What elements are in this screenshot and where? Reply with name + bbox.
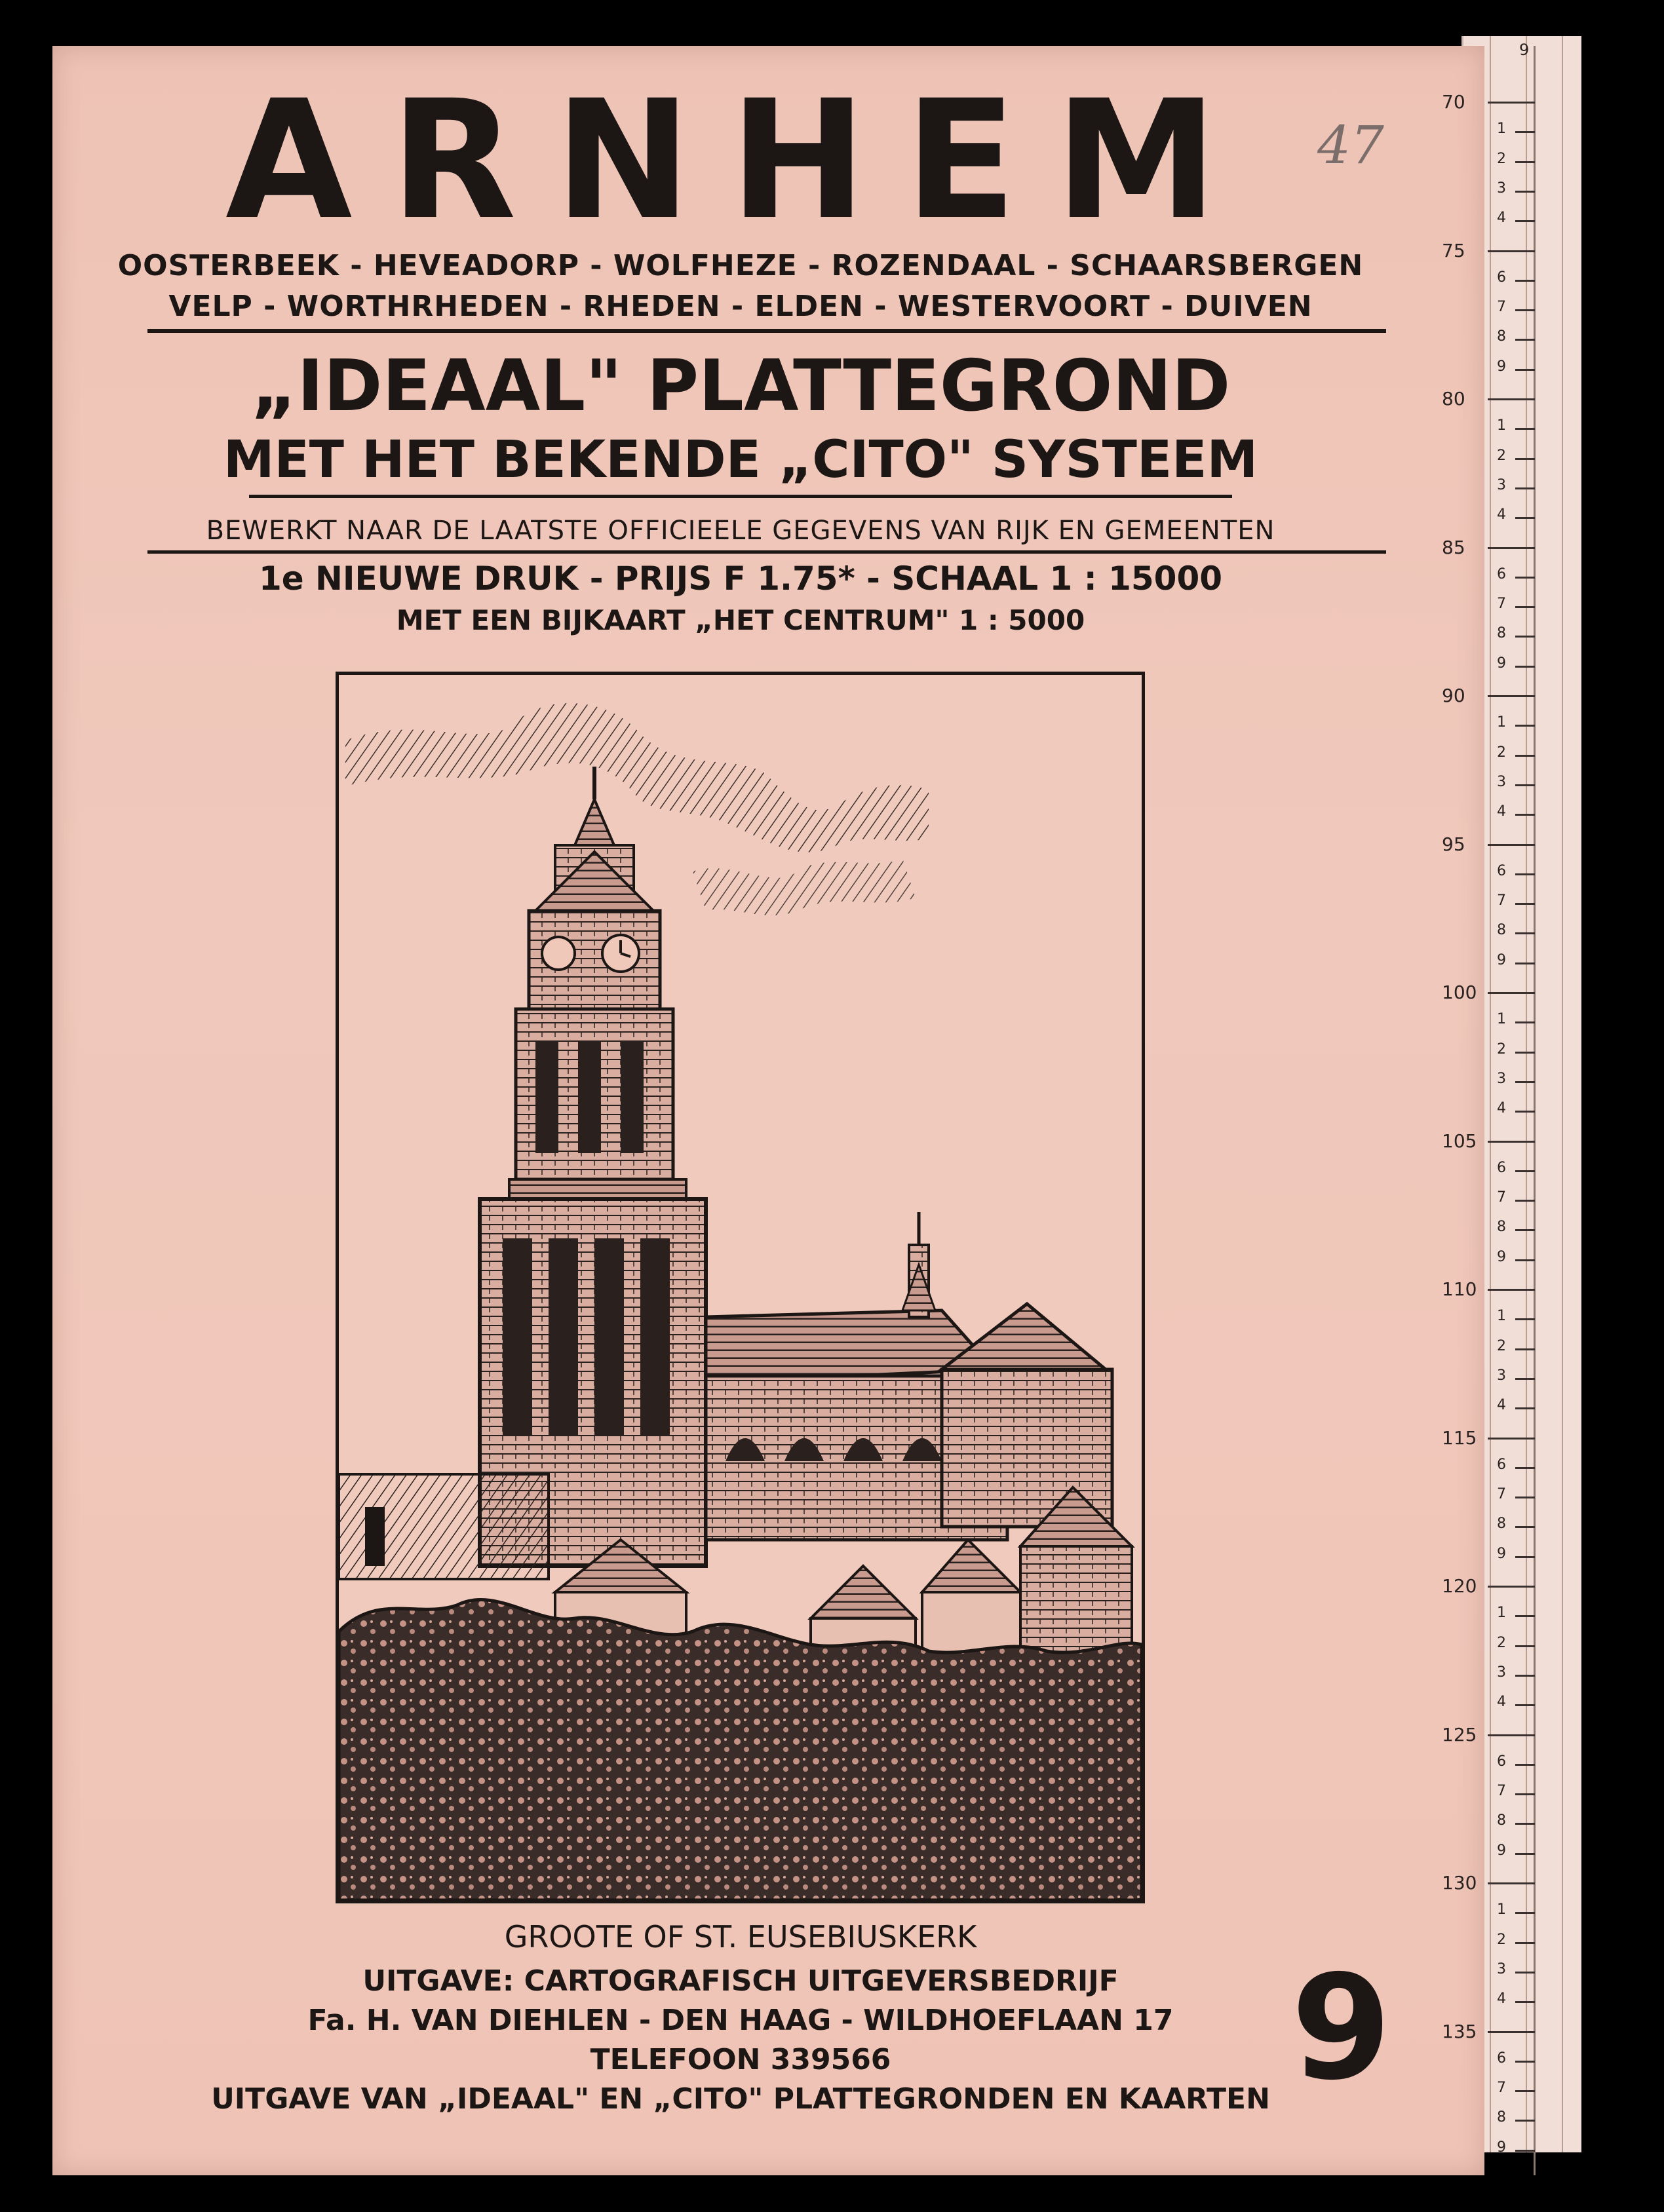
ruler-label: 1 bbox=[1497, 714, 1506, 731]
ruler-tick bbox=[1515, 725, 1535, 727]
ruler-label: 2 bbox=[1497, 1337, 1506, 1354]
ruler-label: 6 bbox=[1497, 2050, 1506, 2067]
ruler-tick bbox=[1515, 2001, 1535, 2003]
ruler-label: 6 bbox=[1497, 269, 1506, 286]
divider-rule-1 bbox=[147, 329, 1386, 333]
ruler-label: 4 bbox=[1497, 1397, 1506, 1414]
ruler-tick bbox=[1515, 1912, 1535, 1914]
ruler-tick bbox=[1515, 755, 1535, 757]
ruler-tick bbox=[1488, 250, 1535, 252]
illustration-caption: GROOTE OF ST. EUSEBIUSKERK bbox=[504, 1919, 977, 1955]
ruler-tick bbox=[1515, 1318, 1535, 1320]
ruler-label: 95 bbox=[1442, 833, 1465, 855]
ruler-tick bbox=[1515, 1407, 1535, 1409]
ruler-tick bbox=[1515, 932, 1535, 934]
ruler-label: 100 bbox=[1442, 982, 1477, 1003]
ruler-label: 9 bbox=[1497, 1545, 1506, 1562]
ruler-label: 80 bbox=[1442, 388, 1465, 410]
ruler-tick bbox=[1515, 1229, 1535, 1231]
ruler-tick bbox=[1515, 487, 1535, 489]
ruler-label: 2 bbox=[1497, 447, 1506, 464]
headline-cito: MET HET BEKENDE „CITO" SYSTEEM bbox=[223, 430, 1258, 489]
divider-rule-2 bbox=[147, 550, 1386, 554]
ruler-tick bbox=[1515, 2150, 1535, 2152]
ruler-label: 7 bbox=[1497, 2080, 1506, 2097]
ruler-tick bbox=[1488, 1438, 1535, 1440]
ruler-label: 8 bbox=[1497, 328, 1506, 345]
ruler-tick bbox=[1515, 873, 1535, 875]
ruler-label: 7 bbox=[1497, 1783, 1506, 1800]
ruler-label: 1 bbox=[1497, 1901, 1506, 1918]
ruler-tick bbox=[1515, 1052, 1535, 1054]
ruler-tick bbox=[1515, 903, 1535, 905]
ruler-label: 3 bbox=[1497, 773, 1506, 790]
ruler-tick bbox=[1488, 1289, 1535, 1291]
ruler-label: 7 bbox=[1497, 1486, 1506, 1503]
church-drawing bbox=[339, 675, 1142, 1900]
ruler-tick bbox=[1515, 369, 1535, 371]
ruler-label: 1 bbox=[1497, 121, 1506, 138]
ruler-tick bbox=[1515, 191, 1535, 193]
ruler-label: 6 bbox=[1497, 1456, 1506, 1473]
ruler-label: 85 bbox=[1442, 536, 1465, 558]
ruler-tick bbox=[1488, 398, 1535, 400]
ruler-tick bbox=[1515, 280, 1535, 282]
ruler-label: 4 bbox=[1497, 1694, 1506, 1711]
ruler-label: 9 bbox=[1497, 951, 1506, 968]
ruler-tick bbox=[1515, 1170, 1535, 1172]
publisher-line-2: Fa. H. VAN DIEHLEN - DEN HAAG - WILDHOEFLAAN 17 bbox=[307, 2004, 1174, 2037]
ruler-label: 8 bbox=[1497, 1812, 1506, 1829]
edition-line: 1e NIEUWE DRUK - PRIJS F 1.75* - SCHAAL 1 : 15000 bbox=[258, 560, 1223, 598]
ruler-label: 110 bbox=[1442, 1278, 1477, 1300]
cover-sheet bbox=[52, 41, 1530, 2175]
ruler-label: 70 bbox=[1442, 91, 1465, 113]
ruler-tick bbox=[1515, 636, 1535, 638]
ruler-label: 3 bbox=[1497, 1070, 1506, 1087]
ruler-tick bbox=[1515, 1942, 1535, 1944]
headline-ideaal: „IDEAAL" PLATTEGROND bbox=[250, 345, 1231, 427]
ruler-label: 4 bbox=[1497, 1100, 1506, 1117]
inset-map-line: MET EEN BIJKAART „HET CENTRUM" 1 : 5000 bbox=[396, 604, 1085, 636]
ruler-label: 2 bbox=[1497, 744, 1506, 761]
ruler-label: 115 bbox=[1442, 1426, 1477, 1449]
ruler-tick bbox=[1488, 695, 1535, 697]
ruler-label: 2 bbox=[1497, 1634, 1506, 1651]
ruler-tick bbox=[1515, 458, 1535, 460]
ruler-tick bbox=[1515, 963, 1535, 964]
ruler-label: 6 bbox=[1497, 1753, 1506, 1770]
map-number: 9 bbox=[1291, 1944, 1392, 2112]
ruler-tick bbox=[1488, 1734, 1535, 1736]
ruler-label: 3 bbox=[1497, 180, 1506, 197]
ruler-tick bbox=[1515, 1972, 1535, 1974]
ruler-tick bbox=[1515, 2061, 1535, 2063]
ruler-label: 7 bbox=[1497, 299, 1506, 316]
ruler-label: 4 bbox=[1497, 210, 1506, 227]
ruler-tick bbox=[1515, 1764, 1535, 1766]
ruler-tick bbox=[1515, 666, 1535, 668]
ruler-tick bbox=[1515, 1853, 1535, 1855]
ruler-tick bbox=[1515, 428, 1535, 430]
headline-underline bbox=[249, 495, 1232, 498]
publisher-line-3: TELEFOON 339566 bbox=[590, 2043, 891, 2076]
ruler-label: 7 bbox=[1497, 596, 1506, 613]
ruler-label: 1 bbox=[1497, 417, 1506, 434]
ruler-label: 4 bbox=[1497, 803, 1506, 820]
ruler-tick bbox=[1515, 814, 1535, 816]
ruler-tick bbox=[1515, 1021, 1535, 1023]
ruler-label: 1 bbox=[1497, 1308, 1506, 1325]
ruler-tick bbox=[1515, 1200, 1535, 1202]
ruler-label: 120 bbox=[1442, 1575, 1477, 1597]
ruler-label: 4 bbox=[1497, 1991, 1506, 2008]
ruler-tick bbox=[1515, 1467, 1535, 1469]
ruler-top-label: 9 bbox=[1519, 41, 1530, 59]
ruler-label: 9 bbox=[1497, 1842, 1506, 1859]
ruler-tick bbox=[1515, 161, 1535, 163]
ruler-tick bbox=[1515, 517, 1535, 519]
ruler-label: 8 bbox=[1497, 1516, 1506, 1533]
ruler-label: 8 bbox=[1497, 922, 1506, 939]
ruler-tick bbox=[1515, 1823, 1535, 1825]
cover-title: ARNHEM bbox=[225, 65, 1256, 256]
ruler-label: 7 bbox=[1497, 892, 1506, 909]
ruler-label: 6 bbox=[1497, 1159, 1506, 1176]
ruler-label: 135 bbox=[1442, 2020, 1477, 2042]
ruler-tick bbox=[1515, 606, 1535, 608]
ruler-tick bbox=[1515, 131, 1535, 133]
ruler-tick bbox=[1515, 1497, 1535, 1498]
ruler-tick bbox=[1488, 1882, 1535, 1884]
publisher-line-1: UITGAVE: CARTOGRAFISCH UITGEVERSBEDRIJF bbox=[362, 1964, 1119, 1998]
publisher-line-4: UITGAVE VAN „IDEAAL" EN „CITO" PLATTEGRONDEN EN KAARTEN bbox=[211, 2082, 1270, 2116]
ruler-label: 8 bbox=[1497, 625, 1506, 642]
ruler-tick bbox=[1488, 844, 1535, 846]
ruler-tick bbox=[1515, 220, 1535, 222]
church-illustration bbox=[336, 672, 1145, 1903]
ruler-label: 6 bbox=[1497, 565, 1506, 582]
ruler-label: 75 bbox=[1442, 239, 1465, 261]
ruler-label: 1 bbox=[1497, 1605, 1506, 1622]
ruler-label: 9 bbox=[1497, 655, 1506, 672]
ruler-label: 9 bbox=[1497, 358, 1506, 375]
ruler-label: 2 bbox=[1497, 150, 1506, 167]
ruler-tick bbox=[1515, 1378, 1535, 1380]
ruler-label: 2 bbox=[1497, 1040, 1506, 1058]
ruler-tick bbox=[1515, 1556, 1535, 1558]
ruler-label: 2 bbox=[1497, 1931, 1506, 1948]
ruler-tick bbox=[1515, 1704, 1535, 1706]
ruler-label: 8 bbox=[1497, 1219, 1506, 1236]
ruler-tick bbox=[1515, 2090, 1535, 2092]
ruler-tick bbox=[1488, 992, 1535, 994]
ruler-tick bbox=[1515, 1645, 1535, 1647]
ruler-tick bbox=[1515, 339, 1535, 341]
ruler-label: 3 bbox=[1497, 1367, 1506, 1384]
ruler-label: 6 bbox=[1497, 862, 1506, 879]
ruler-label: 9 bbox=[1497, 1248, 1506, 1265]
ruler-label: 125 bbox=[1442, 1723, 1477, 1745]
ruler-tick bbox=[1488, 2031, 1535, 2033]
ruler-label: 9 bbox=[1497, 2139, 1506, 2156]
ruler-label: 7 bbox=[1497, 1189, 1506, 1206]
ruler-label: 3 bbox=[1497, 1960, 1506, 1977]
ruler-tick bbox=[1515, 1615, 1535, 1617]
ruler-tick bbox=[1515, 309, 1535, 311]
ruler-tick bbox=[1515, 2120, 1535, 2122]
towns-line-2: VELP - WORTHRHEDEN - RHEDEN - ELDEN - WESTERVOORT - DUIVEN bbox=[168, 290, 1313, 323]
ruler-tick bbox=[1488, 1141, 1535, 1143]
ruler-tick bbox=[1488, 102, 1535, 104]
ruler-label: 1 bbox=[1497, 1011, 1506, 1028]
ruler-label: 4 bbox=[1497, 506, 1506, 524]
ruler-label: 130 bbox=[1442, 1872, 1477, 1894]
grid-ruler bbox=[1442, 41, 1540, 2175]
ruler-tick bbox=[1515, 1081, 1535, 1083]
ruler-tick bbox=[1488, 547, 1535, 549]
towns-line-1: OOSTERBEEK - HEVEADORP - WOLFHEZE - ROZENDAAL - SCHAARSBERGEN bbox=[117, 249, 1364, 282]
handwritten-note: 47 bbox=[1317, 115, 1384, 176]
ruler-tick bbox=[1515, 1348, 1535, 1350]
ruler-label: 3 bbox=[1497, 476, 1506, 493]
ruler-label: 105 bbox=[1442, 1130, 1477, 1152]
ruler-label: 8 bbox=[1497, 2109, 1506, 2126]
ruler-tick bbox=[1515, 1793, 1535, 1795]
ruler-tick bbox=[1515, 1526, 1535, 1528]
ruler-label: 90 bbox=[1442, 685, 1465, 706]
source-line: BEWERKT NAAR DE LAATSTE OFFICIEELE GEGEVENS VAN RIJK EN GEMEENTEN bbox=[206, 516, 1275, 546]
ruler-tick bbox=[1515, 577, 1535, 579]
ruler-tick bbox=[1515, 1111, 1535, 1113]
ruler-tick bbox=[1515, 784, 1535, 786]
ruler-label: 3 bbox=[1497, 1664, 1506, 1681]
ruler-tick bbox=[1515, 1259, 1535, 1261]
ruler-tick bbox=[1515, 1675, 1535, 1677]
ruler-tick bbox=[1488, 1586, 1535, 1588]
